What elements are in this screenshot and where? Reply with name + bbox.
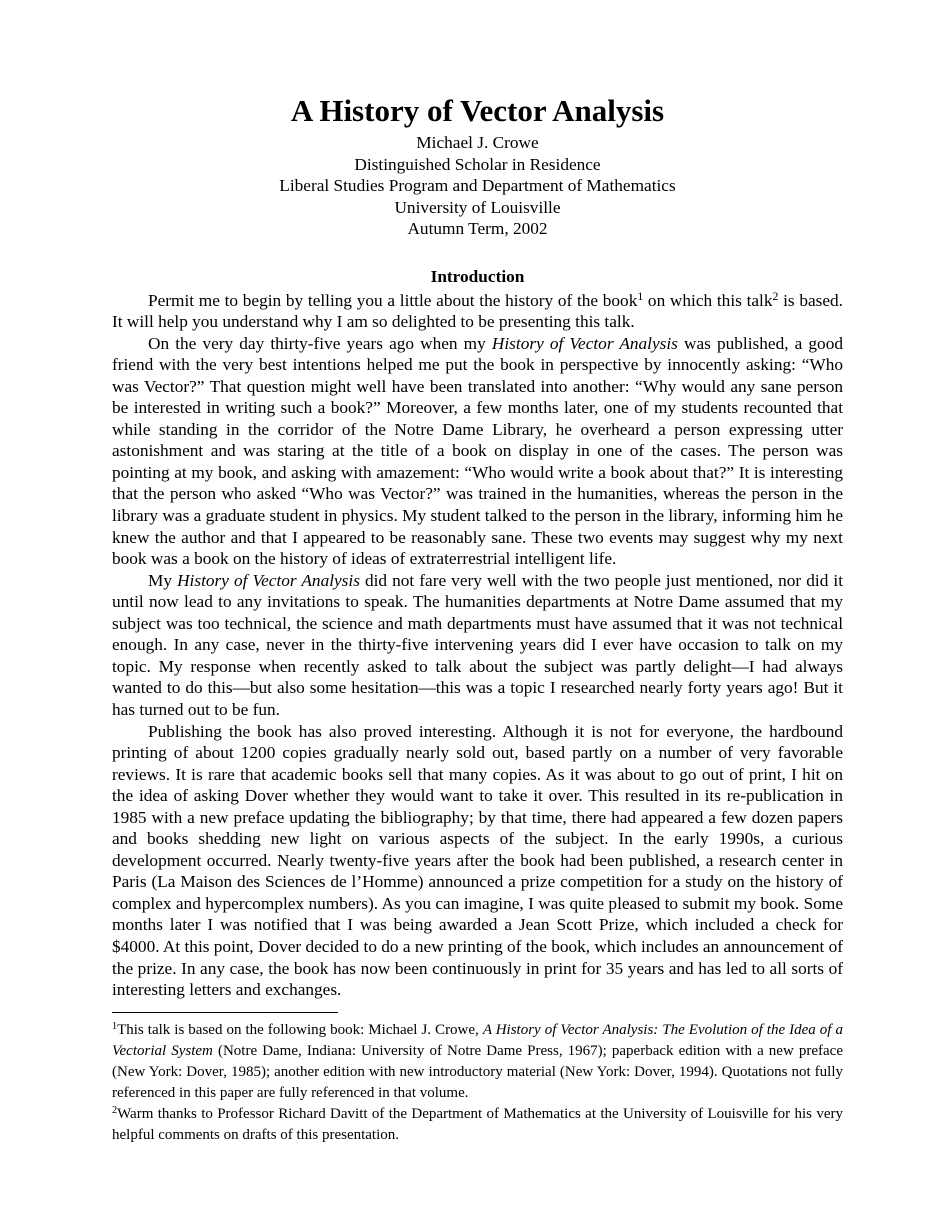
body-text — [112, 290, 843, 1001]
paragraph: Permit me to begin by telling you a little about the history of the book$^1$ on which this talk$^2$ is based. It will help you understand why I am so delighted to be presenting this talk. — [112, 290, 843, 332]
byline-line: Liberal Studies Program and Department of Mathematics — [279, 176, 676, 196]
byline-line: Distinguished Scholar in Residence — [354, 154, 601, 174]
paragraph: Publishing the book has also proved interesting. Although it is not for everyone, the hardbound printing of about 1200 copies gradually nearly sold out, based partly on a number of very favorable reviews. It is rare that academic books sell that many copies. As it was about to go out of print, I hit on the idea of asking Dover whether they would want to take it over. This resulted in its re-publication in 1985 with a new preface updating the bibliography; by that time, there had appeared a few dozen papers and books shedding new light on various aspects of the subject. In the early 1990s, a curious development occurred. Nearly twenty-five years after the book had been published, a research center in Paris (La Maison des Sciences de l’Homme) announced a prize competition for a study on the history of complex and hypercomplex numbers). As you can imagine, I was quite pleased to submit my book. Some months later I was notified that I was being awarded a Jean Scott Prize, which included a check for $4000. At this point, Dover decided to do a new printing of the book, which includes an announcement of the prize. In any case, the book has now been continuously in print for 35 years and has led to all sorts of interesting letters and exchanges. — [112, 721, 843, 1000]
footnote: $^1$This talk is based on the following book: Michael J. Crowe, A History of Vector Analysis: The Evolution of the Idea of a Vectorial System (Notre Dame, Indiana: University of Notre Dame Press, 1967); paperback edition with a new preface (New York: Dover, 1985); another edition with new introductory material (New York: Dover, 1994). Quotations not fully referenced in this paper are fully referenced in that volume. — [112, 1021, 844, 1101]
byline-line: University of Louisville — [394, 197, 561, 217]
page-title: A History of Vector Analysis — [290, 93, 665, 128]
footnote-divider — [112, 1012, 338, 1013]
byline — [112, 132, 843, 240]
footnotes — [112, 1020, 843, 1146]
paragraph: My History of Vector Analysis did not fare very well with the two people just mentioned, nor did it until now lead to any invitations to speak. The humanities departments at Notre Dame assumed that my subject was too technical, the science and math departments must have assumed that it was not technical enough. In any case, never in the thirty-five intervening years did I ever have occasion to talk on my topic. My response when recently asked to talk about the subject was partly delight—I had always wanted to do this—but also some hesitation—this was a topic I researched nearly forty years ago! But it has turned out to be fun. — [112, 570, 843, 719]
byline-line: Michael J. Crowe — [416, 133, 539, 152]
section-heading: Introduction — [430, 266, 525, 286]
byline-line: Autumn Term, 2002 — [407, 219, 548, 239]
paragraph: On the very day thirty-five years ago when my History of Vector Analysis was published, a good friend with the very best intentions helped me put the book in perspective by innocently asking: “Who was Vector?” That question might well have been translated into another: “Why would any sane person be interested in writing such a book?” Moreover, a few months later, one of my students recounted that while standing in the corridor of the Notre Dame Library, he overheard a person expressing utter astonishment and was staring at the title of a book on display in one of the cases. The person was pointing at my book, and asking with amazement: “Who would write a book about that?” It is interesting that the person who asked “Who was Vector?” was trained in the humanities, whereas the person in the library was a graduate student in physics. My student talked to the person in the library, informing him he knew the author and that I appeared to be reasonably sane. These two events may suggest why my next book was a book on the history of ideas of extraterrestrial intelligent life. — [112, 333, 843, 569]
footnote: $^2$Warm thanks to Professor Richard Davitt of the Department of Mathematics at the University of Louisville for his very helpful comments on drafts of this presentation. — [112, 1105, 843, 1143]
